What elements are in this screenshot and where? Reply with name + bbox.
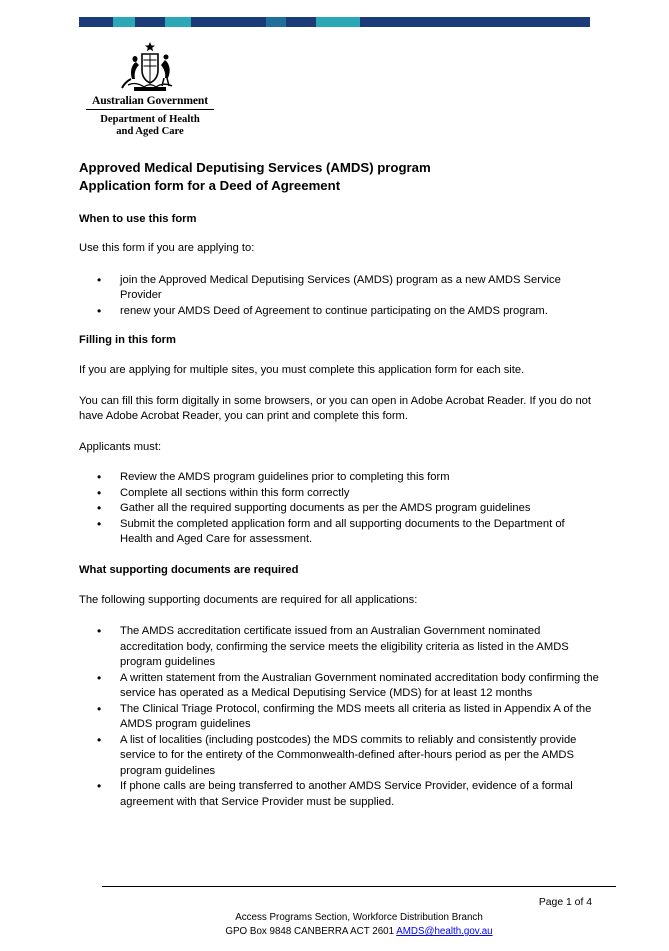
list-item: • A list of localities (including postcodes) the MDS commits to reliably and consistently provide service to for the entirety of the Commonwealth-defined after-hours period as per the AMDS program guidelines (79, 733, 599, 780)
when-bullet-list (79, 273, 599, 320)
list-item: • Review the AMDS program guidelines prior to completing this form (79, 470, 599, 486)
department-name-line2: and Aged Care (116, 126, 184, 137)
logo-divider (86, 109, 214, 110)
page-number: Page 1 of 4 (538, 897, 592, 908)
footer-email-link[interactable]: AMDS@health.gov.au (396, 926, 493, 937)
color-bar-segment (266, 17, 286, 27)
list-item: • join the Approved Medical Deputising Services (AMDS) program as a new AMDS Service Provider (79, 273, 599, 304)
color-bar-segment (316, 17, 360, 27)
filling-para-multiple-sites: If you are applying for multiple sites, you must complete this application form for each site. (79, 364, 525, 376)
list-item: • The Clinical Triage Protocol, confirming the MDS meets all criteria as listed in Appendix A of the AMDS program guidelines (79, 702, 599, 733)
footer-address-line (102, 925, 616, 939)
color-bar-segment (165, 17, 191, 27)
page-title: Approved Medical Deputising Services (AMDS) program (79, 160, 431, 175)
footer-section-name: Access Programs Section, Workforce Distribution Branch (235, 912, 483, 923)
list-item: • The AMDS accreditation certificate issued from an Australian Government nominated accreditation body, confirming the service meets the eligibility criteria as listed in the AMDS program guidelines (79, 624, 599, 671)
color-bar-segment (113, 17, 135, 27)
filling-para-applicants: Applicants must: (79, 440, 162, 453)
list-item: • A written statement from the Australian Government nominated accreditation body confirming the service has operated as a Medical Deputising Service (MDS) for at least 12 months (79, 671, 599, 702)
color-bar-segment (79, 17, 113, 27)
list-item: • Submit the completed application form and all supporting documents to the Department of Health and Aged Care for assessment. (79, 517, 599, 548)
footer (102, 911, 616, 939)
heading-when-to-use: When to use this form (79, 213, 197, 225)
heading-supporting-documents: What supporting documents are required (79, 563, 299, 576)
color-bar-segment (360, 17, 590, 27)
list-item: • If phone calls are being transferred to another AMDS Service Provider, evidence of a formal agreement with that Service Provider must be supplied. (79, 779, 599, 810)
color-bar-segment (135, 17, 165, 27)
when-intro: Use this form if you are applying to: (79, 242, 255, 254)
list-item: • renew your AMDS Deed of Agreement to continue participating on the AMDS program. (79, 304, 599, 320)
header-color-bar (79, 17, 590, 27)
list-item: • Complete all sections within this form correctly (79, 486, 599, 502)
color-bar-segment (191, 17, 266, 27)
docs-intro: The following supporting documents are required for all applications: (79, 593, 418, 606)
filling-para-digital: You can fill this form digitally in some browsers, or you can open in Adobe Acrobat Reader. If you do not have Adobe Acrobat Reader, you can print and complete this form. (79, 394, 592, 422)
docs-bullet-list (79, 624, 599, 810)
footer-postal-address: GPO Box 9848 CANBERRA ACT 2601 (225, 926, 395, 937)
list-item: • Gather all the required supporting documents as per the AMDS program guidelines (79, 501, 599, 517)
footer-divider (102, 886, 616, 887)
heading-filling-in: Filling in this form (79, 334, 176, 346)
form-content (79, 159, 599, 810)
applicants-bullet-list (79, 470, 599, 548)
coat-of-arms-icon (120, 41, 180, 93)
color-bar-segment (286, 17, 316, 27)
department-name-line1: Department of Health (100, 114, 200, 125)
government-name: Australian Government (91, 94, 209, 107)
page-subtitle: Application form for a Deed of Agreement (79, 178, 341, 193)
government-logo (86, 41, 214, 141)
